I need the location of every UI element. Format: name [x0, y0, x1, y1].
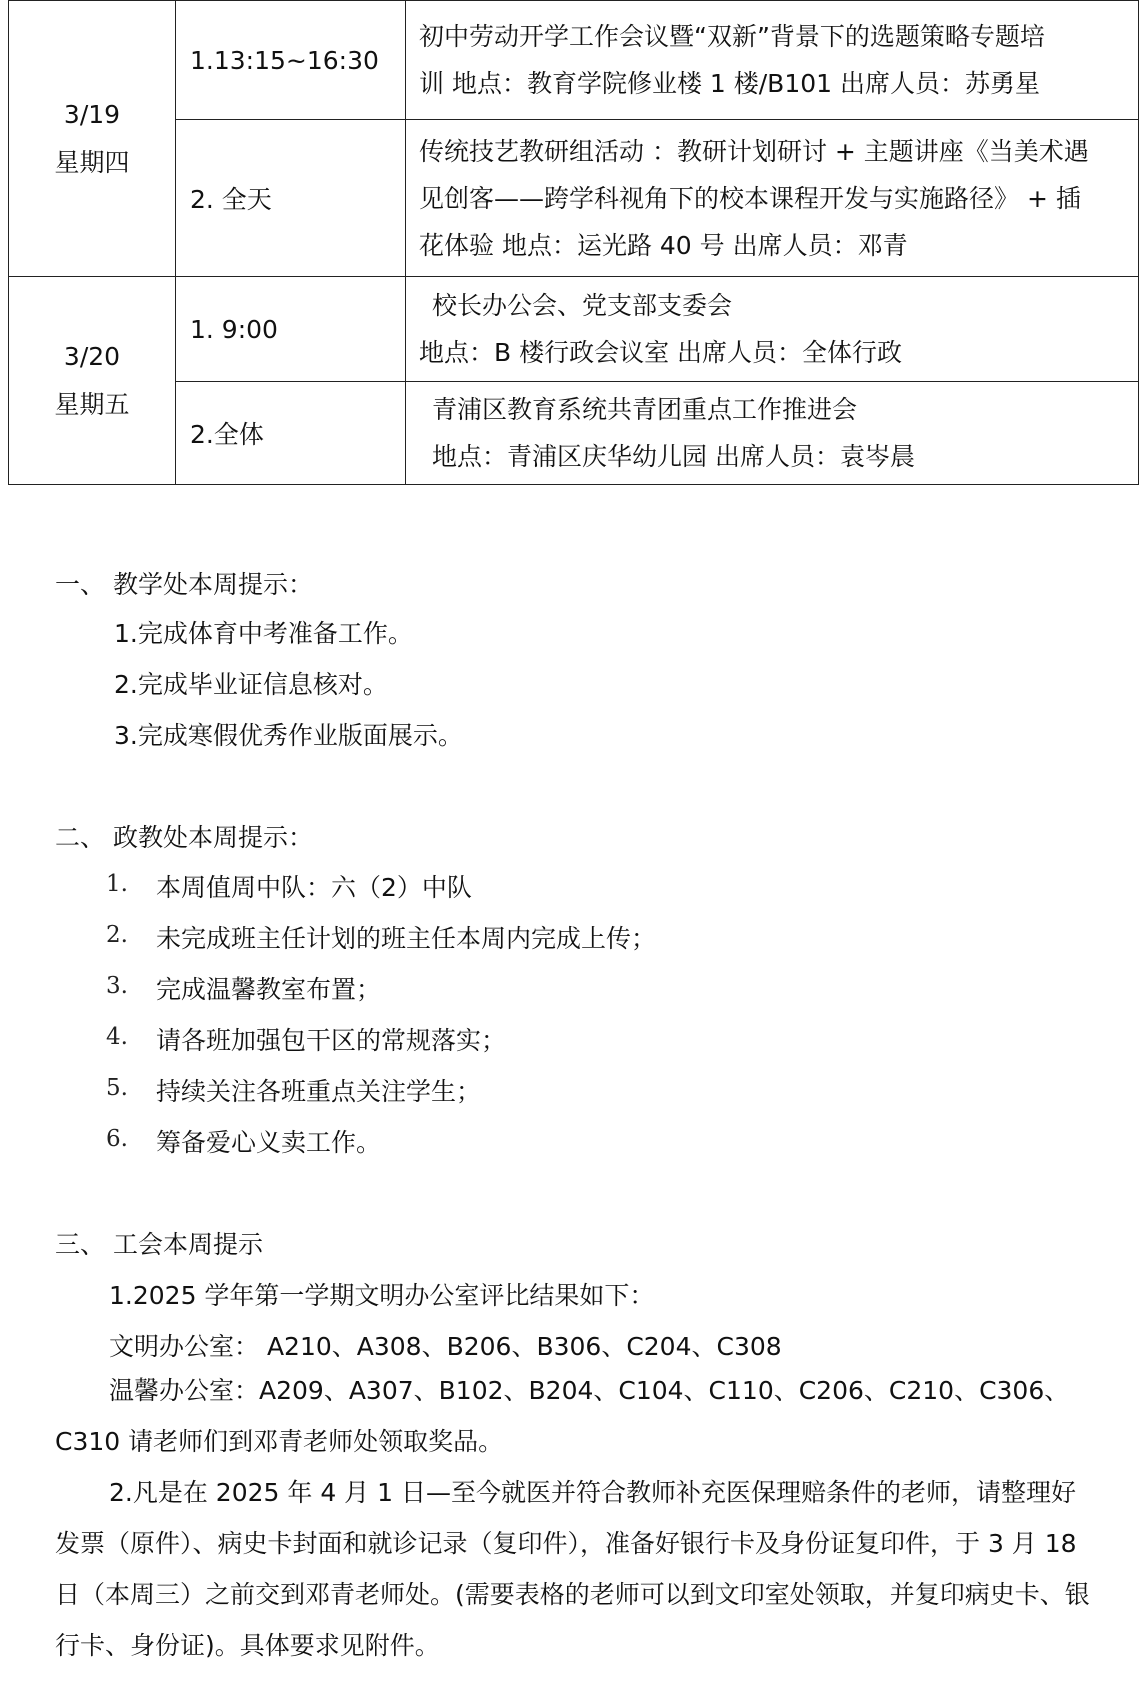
description-line: 见创客——跨学科视角下的校本课程开发与实施路径》 + 插 — [419, 183, 1081, 213]
description-line: 花体验 地点：运光路 40 号 出席人员：邓青 — [419, 230, 908, 260]
table-row — [9, 382, 1139, 485]
description-cell — [406, 120, 1139, 277]
time-cell: 2. 全天 — [176, 120, 406, 277]
list-number: 2. — [106, 922, 128, 948]
date-label: 3/19 — [63, 99, 121, 129]
description-line: 地点：青浦区庆华幼儿园 出席人员：袁岑晨 — [432, 442, 915, 471]
political-heading: 二、 政教处本周提示： — [55, 823, 313, 852]
list-number: 6. — [106, 1126, 128, 1152]
schedule-table — [8, 0, 1139, 485]
political-item: 未完成班主任计划的班主任本周内完成上传； — [156, 924, 657, 953]
description-cell — [406, 1, 1139, 120]
time-cell: 1.13:15~16:30 — [176, 1, 406, 120]
weekday-label: 星期四 — [54, 147, 130, 177]
description-line: 初中劳动开学工作会议暨“双新”背景下的选题策略专题培 — [419, 22, 1045, 51]
weekday-label: 星期五 — [54, 389, 130, 419]
teaching-item: 2.完成毕业证信息核对。 — [114, 670, 388, 699]
list-number: 4. — [106, 1024, 128, 1050]
warm-offices-paragraph — [55, 1365, 1100, 1467]
list-number: 3. — [106, 973, 128, 999]
political-item: 筹备爱心义卖工作。 — [156, 1128, 382, 1157]
list-number: 5. — [106, 1075, 128, 1101]
union-heading: 三、 工会本周提示 — [55, 1230, 263, 1259]
political-item: 本周值周中队：六（2）中队 — [156, 873, 472, 902]
list-number: 1. — [106, 871, 128, 897]
political-item: 持续关注各班重点关注学生； — [156, 1077, 482, 1106]
description-line: 训 地点：教育学院修业楼 1 楼/B101 出席人员：苏勇星 — [419, 69, 1040, 98]
day-cell — [9, 1, 176, 277]
warm-offices-line: C310 请老师们到邓青老师处领取奖品。 — [55, 1427, 504, 1456]
description-cell — [406, 277, 1139, 382]
political-item: 请各班加强包干区的常规落实； — [156, 1026, 507, 1055]
insurance-line: 2.凡是在 2025 年 4 月 1 日—至今就医并符合教师补充医保理赔条件的老师，请整理好 — [109, 1478, 1076, 1507]
description-cell — [406, 382, 1139, 485]
civilized-offices: 文明办公室： A210、A308、B206、B306、C204、C308 — [109, 1332, 782, 1361]
teaching-item: 3.完成寒假优秀作业版面展示。 — [114, 721, 463, 750]
description-line: 校长办公会、党支部支委会 — [432, 291, 733, 320]
warm-offices-line: 温馨办公室：A209、A307、B102、B204、C104、C110、C206、C210、C306、 — [109, 1376, 1070, 1405]
union-item-title: 1.2025 学年第一学期文明办公室评比结果如下： — [109, 1281, 655, 1310]
description-line: 青浦区教育系统共青团重点工作推进会 — [432, 395, 858, 424]
description-line: 地点：B 楼行政会议室 出席人员：全体行政 — [419, 338, 903, 367]
teaching-heading: 一、 教学处本周提示： — [55, 570, 313, 599]
insurance-line: 发票（原件）、病史卡封面和就诊记录（复印件），准备好银行卡及身份证复印件，于 3 月 18 日（本周三）之前交到邓青老师处。(需要表格的老师可以到文印室处领取，并复印病史卡、银行卡、身份证)。具体要求见附件。 — [55, 1529, 1090, 1660]
time-cell: 1. 9:00 — [176, 277, 406, 382]
table-row — [9, 277, 1139, 382]
time-cell: 2.全体 — [176, 382, 406, 485]
insurance-paragraph — [55, 1467, 1100, 1671]
table-row — [9, 120, 1139, 277]
date-label: 3/20 — [63, 341, 121, 371]
description-line: 传统技艺教研组活动 ：教研计划研讨 + 主题讲座《当美术遇 — [419, 136, 1089, 166]
table-row — [9, 1, 1139, 120]
teaching-item: 1.完成体育中考准备工作。 — [114, 619, 413, 648]
political-item: 完成温馨教室布置； — [156, 975, 382, 1004]
day-cell — [9, 277, 176, 485]
